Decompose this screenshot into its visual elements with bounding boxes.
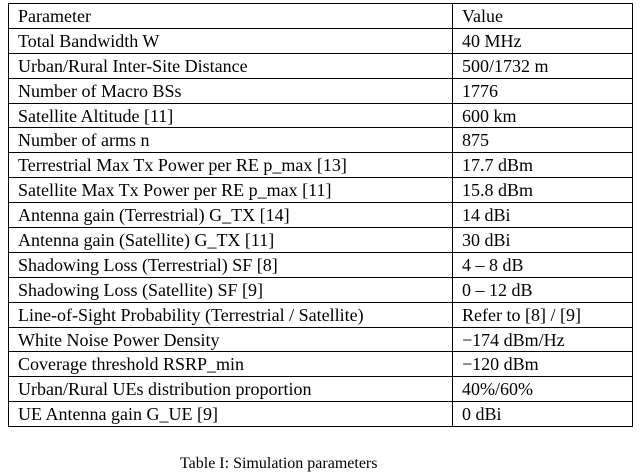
value-cell: 15.8 dBm: [453, 178, 633, 203]
parameter-cell: Shadowing Loss (Terrestrial) SF [8]: [9, 252, 453, 277]
value-cell: Refer to [8] / [9]: [453, 302, 633, 327]
table-row: [9, 103, 633, 128]
parameter-cell: Urban/Rural UEs distribution proportion: [9, 377, 453, 402]
parameter-cell: Urban/Rural Inter-Site Distance: [9, 53, 453, 78]
parameter-cell: Total Bandwidth W: [9, 28, 453, 53]
parameter-table-container: [8, 3, 632, 427]
value-cell: 4 – 8 dB: [453, 252, 633, 277]
table-row: [9, 327, 633, 352]
parameter-cell: Antenna gain (Satellite) G_TX [11]: [9, 228, 453, 253]
parameter-cell: White Noise Power Density: [9, 327, 453, 352]
simulation-parameters-table: [8, 3, 633, 427]
table-row: [9, 302, 633, 327]
parameter-cell: Satellite Altitude [11]: [9, 103, 453, 128]
value-cell: 600 km: [453, 103, 633, 128]
parameter-cell: Coverage threshold RSRP_min: [9, 352, 453, 377]
header-parameter: Parameter: [9, 4, 453, 29]
value-cell: 17.7 dBm: [453, 153, 633, 178]
value-cell: 1776: [453, 78, 633, 103]
table-row: [9, 402, 633, 427]
table-row: [9, 203, 633, 228]
parameter-cell: Terrestrial Max Tx Power per RE p_max [13]: [9, 153, 453, 178]
value-cell: −120 dBm: [453, 352, 633, 377]
header-value: Value: [453, 4, 633, 29]
table-header-row: [9, 4, 633, 29]
parameter-cell: Line-of-Sight Probability (Terrestrial / Satellite): [9, 302, 453, 327]
parameter-cell: Number of Macro BSs: [9, 78, 453, 103]
parameter-cell: Shadowing Loss (Satellite) SF [9]: [9, 277, 453, 302]
value-cell: 14 dBi: [453, 203, 633, 228]
parameter-cell: Satellite Max Tx Power per RE p_max [11]: [9, 178, 453, 203]
value-cell: 875: [453, 128, 633, 153]
table-row: [9, 53, 633, 78]
table-row: [9, 78, 633, 103]
table-row: [9, 178, 633, 203]
table-row: [9, 228, 633, 253]
table-row: [9, 153, 633, 178]
table-row: [9, 252, 633, 277]
value-cell: 40 MHz: [453, 28, 633, 53]
value-cell: 30 dBi: [453, 228, 633, 253]
parameter-cell: Antenna gain (Terrestrial) G_TX [14]: [9, 203, 453, 228]
value-cell: −174 dBm/Hz: [453, 327, 633, 352]
table-row: [9, 128, 633, 153]
value-cell: 0 – 12 dB: [453, 277, 633, 302]
table-row: [9, 28, 633, 53]
parameter-cell: UE Antenna gain G_UE [9]: [9, 402, 453, 427]
table-row: [9, 352, 633, 377]
value-cell: 0 dBi: [453, 402, 633, 427]
parameter-cell: Number of arms n: [9, 128, 453, 153]
value-cell: 500/1732 m: [453, 53, 633, 78]
table-row: [9, 277, 633, 302]
table-row: [9, 377, 633, 402]
value-cell: 40%/60%: [453, 377, 633, 402]
table-caption: Table I: Simulation parameters: [180, 455, 378, 472]
